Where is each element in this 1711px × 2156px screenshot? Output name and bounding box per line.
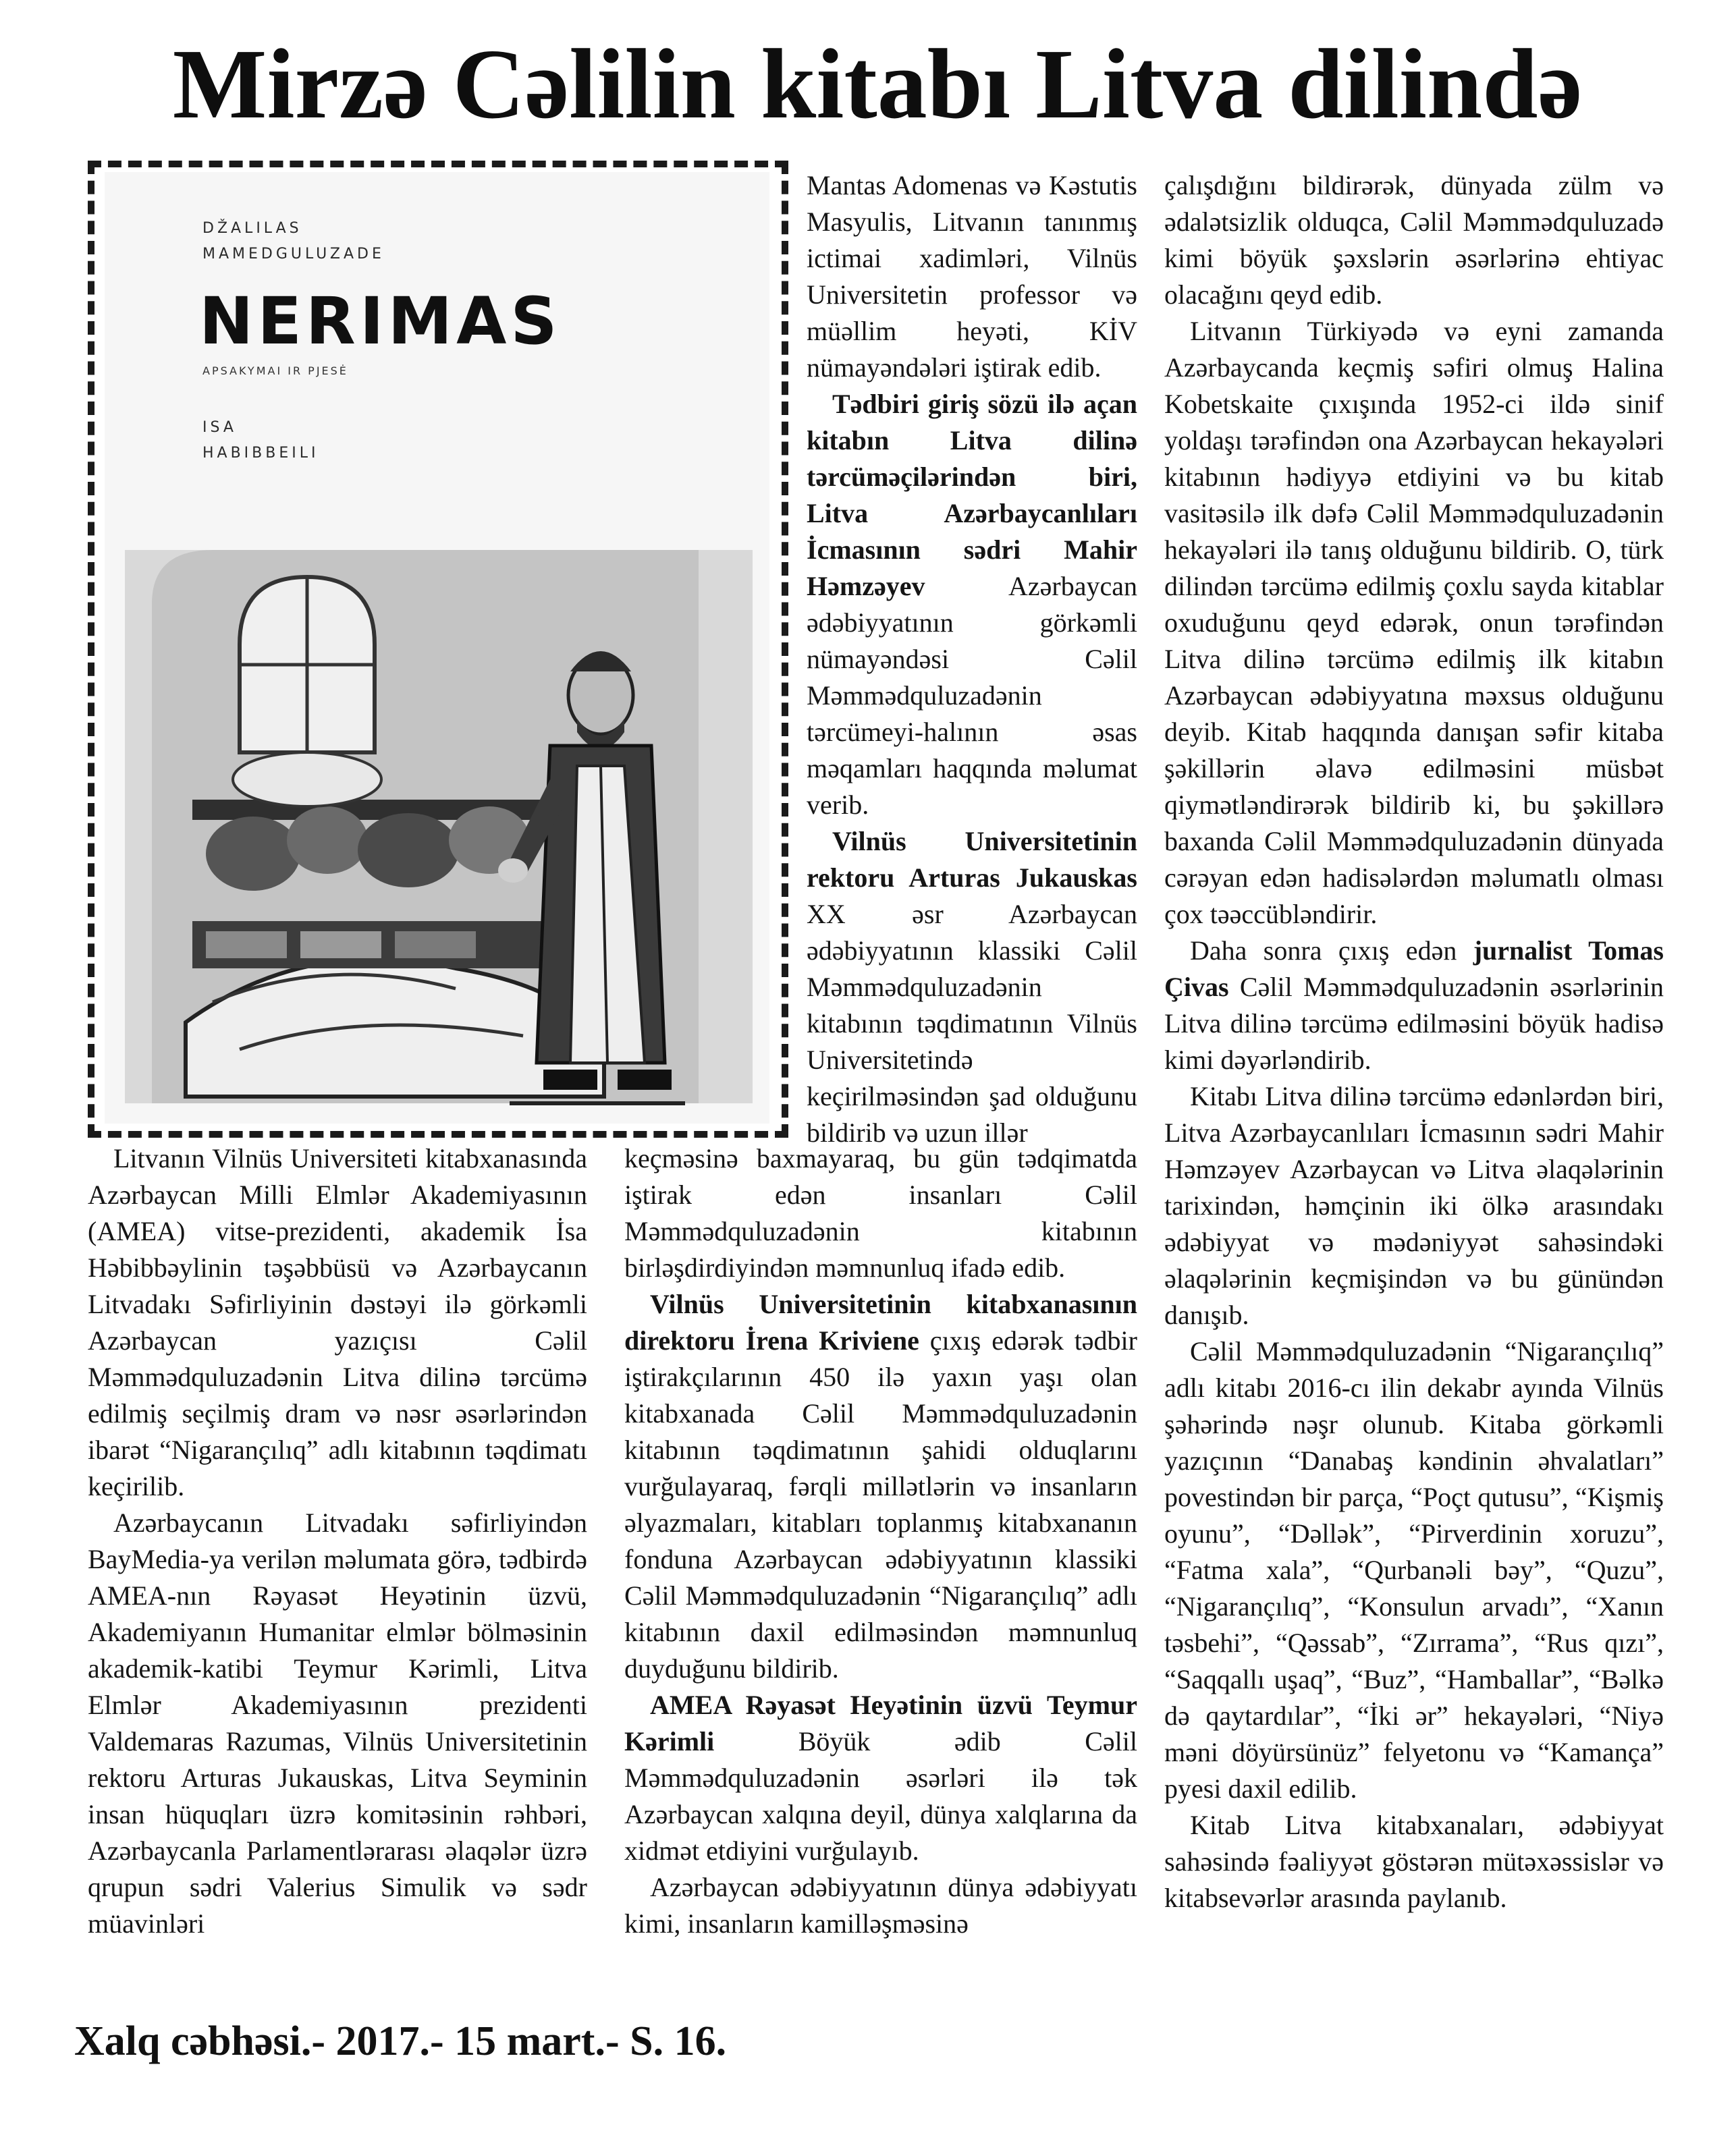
- article-column-middle-top: [807, 167, 1137, 1151]
- paragraph-ambassador: Litvanın Türkiyədə və eyni zamanda Azərbaycanda keçmiş səfiri olmuş Halina Kobetskaite çıxışında 1952-ci ildə sinif yoldaşı tərəfindən ona Azərbaycan hekayələri kitabının hədiyyə etdiyini və bu kitab vasitəsilə ilk dəfə Cəlil Məmmədquluzadənin hekayələri ilə tanış olduğunu bildirib. O, türk dilindən tərcümə edilmiş çoxlu sayda kitablar oxuduğunu qeyd edərək, onun tərəfindən Litva dilinə tərcümə edilmiş ilk kitabın Azərbaycan ədəbiyyatına məxsus olduğunu deyib. Kitab haqqında danışan səfir kitaba şəkillərin əlavə edilməsini müsbət qiymətləndirərək bildirib ki, bu şəkillərə baxanda Cəlil Məmmədquluzadənin dünyada cərəyan edən hadisələrdən məlumatlı olması çox təəccübləndirir.: [1164, 316, 1664, 929]
- article-column-right: [1164, 167, 1664, 1916]
- article-column-middle-bottom: [624, 1140, 1137, 1942]
- paragraph-mahir: Tədbiri giriş sözü ilə açan kitabın Litva dilinə tərcüməçilərindən biri, Litva Azərbaycanlıları İcmasının sədri Mahir Həmzəyev Azərbaycan ədəbiyyatının görkəmli nümayəndəsi Cəlil Məmmədquluzadənin tərcümeyi-halının əsas məqamları haqqında məlumat verib.: [807, 389, 1137, 820]
- headline: Mirzə Cəlilin kitabı Litva dilində: [172, 29, 1583, 140]
- paragraph-intro: Litvanın Vilnüs Universiteti kitabxanasında Azərbaycan Milli Elmlər Akademiyasının (AMEA) vitse-prezidenti, akademik İsa Həbibbəylinin təşəbbüsü və Azərbaycanın Litvadakı Səfirliyinin dəstəyi ilə görkəmli Azərbaycan yazıçısı Cəlil Məmmədquluzadənin Litva dilinə tərcümə edilmiş seçilmiş dram və nəsr əsərlərindən ibarət “Nigarançılıq” adlı kitabının təqdimatı keçirilib.: [88, 1143, 587, 1501]
- speaker-mahir: Tədbiri giriş sözü ilə açan kitabın Litva dilinə tərcüməçilərindən biri, Litva Azərbaycanlıları İcmasının sədri Mahir Həmzəyev: [807, 389, 1137, 601]
- paragraph-rector: Vilnüs Universitetinin rektoru Arturas Jukauskas XX əsr Azərbaycan ədəbiyyatının klassiki Cəlil Məmmədquluzadənin kitabının təqdimatının Vilnüs Universitetində keçirilməsindən şad olduğunu bildirib və uzun illər: [807, 826, 1137, 1148]
- paragraph-distribution: Kitab Litva kitabxanaları, ədəbiyyat sahəsində fəaliyyət göstərən mütəxəssislər və kitabsevərlər arasında paylanıb.: [1164, 1810, 1664, 1913]
- cover-author: DŽALILAS MAMEDGULUZADE: [202, 220, 385, 262]
- speaker-librarian: Vilnüs Universitetinin kitabxanasının direktoru İrena Kriviene: [624, 1289, 1137, 1356]
- paragraph-translator: Kitabı Litva dilinə tərcümə edənlərdən biri, Litva Azərbaycanlıları İcmasının sədri Mahir Həmzəyev Azərbaycan və Litva əlaqələrinin tarixindən, həmçinin iki ölkə arasındakı ədəbiyyat və mədəniyyət sahəsindəki əlaqələrinin keçmişindən və bu günündən danışıb.: [1164, 1081, 1664, 1330]
- article-column-left: [88, 1140, 587, 1942]
- paragraph-book-contents: Cəlil Məmmədquluzadənin “Nigarançılıq” adlı kitabı 2016-cı ilin dekabr ayında Vilnüs şəhərində nəşr olunub. Kitaba görkəmli yazıçının “Danabaş kəndinin əhvalatları” povestindən bir parça, “Poçt qutusu”, “Kişmiş oyunu”, “Dəllək”, “Pirverdinin xoruzu”, “Fatma xala”, “Qurbanəli bəy”, “Quzu”, “Nigarançılıq”, “Konsulun arvadı”, “Xanın təsbehi”, “Qəssab”, “Zırrama”, “Rus qızı”, “Saqqallı uşaq”, “Buz”, “Hamballar”, “Bəlkə də qaytardılar”, “İki ər” hekayələri, “Niyə məni döyürsünüz” felyetonu və “Kamança” pyesi daxil edilib.: [1164, 1336, 1664, 1804]
- paragraph-attendees-cont: Mantas Adomenas və Kəstutis Masyulis, Litvanın tanınmış ictimai xadimləri, Vilnüs Universitetin professor və müəllim heyəti, KİV nümayəndələri iştirak edib.: [807, 170, 1137, 383]
- paragraph-rector-cont: keçməsinə baxmayaraq, bu gün tədqimatda iştirak edən insanları Cəlil Məmmədquluzadənin kitabının birləşdirdiyindən məmnunluq ifadə edib.: [624, 1143, 1137, 1283]
- source-citation: Xalq cəbhəsi.- 2017.- 15 mart.- S. 16.: [74, 2018, 727, 2064]
- paragraph-literature-cont: çalışdığını bildirərək, dünyada zülm və ədalətsizlik olduqca, Cəlil Məmmədquluzadə kimi böyük şəxslərin əsərlərinə ehtiyac olacağını qeyd edib.: [1164, 170, 1664, 310]
- speaker-rector: Vilnüs Universitetinin rektoru Arturas Jukauskas: [807, 826, 1137, 893]
- paragraph-journalist: Daha sonra çıxış edən jurnalist Tomas Çivas Cəlil Məmmədquluzadənin əsərlərinin Litva dilinə tərcümə edilməsini böyük hadisə kimi dəyərləndirib.: [1164, 935, 1664, 1075]
- paragraph-attendees: Azərbaycanın Litvadakı səfirliyindən BayMedia-ya verilən məlumata görə, tədbirdə AMEA-nın Rəyasət Heyətinin üzvü, Akademiyanın Humanitar elmlər bölməsinin akademik-katibi Teymur Kərimli, Litva Elmlər Akademiyasının prezidenti Valdemaras Razumas, Vilnüs Universitetinin rektoru Arturas Jukauskas, Litva Seyminin insan hüquqları üzrə komitəsinin rəhbəri, Azərbaycanla Parlamentlərarası əlaqələr üzrə qrupun sədri Valerius Simulik və sədr müavinləri: [88, 1508, 587, 1939]
- cover-subtitle: APSAKYMAI IR PJESĖ: [202, 364, 348, 377]
- speaker-journalist: jurnalist Tomas Çivas: [1164, 935, 1664, 1002]
- paragraph-literature: Azərbaycan ədəbiyyatının dünya ədəbiyyatı kimi, insanların kamilləşməsinə: [624, 1872, 1137, 1939]
- paragraph-librarian: Vilnüs Universitetinin kitabxanasının direktoru İrena Kriviene çıxış edərək tədbir iştirakçılarının 450 ilə yaxın yaşı olan kitabxanada Cəlil Məmmədquluzadənin kitabının təqdimatının şahidi olduqlarını vurğulayaraq, fərqli millətlərin və insanların əlyazmaları, kitabları toplanmış kitabxananın fonduna Azərbaycan ədəbiyyatının klassiki Cəlil Məmmədquluzadənin “Nigarançılıq” adlı kitabının daxil edilməsindən məmnunluq duyduğunu bildirib.: [624, 1289, 1137, 1684]
- speaker-karimli: AMEA Rəyasət Heyətinin üzvü Teymur Kərimli: [624, 1690, 1137, 1757]
- book-cover-image: [105, 172, 769, 1124]
- cover-translator: ISA HABIBBEILI: [202, 419, 319, 462]
- paragraph-karimli: AMEA Rəyasət Heyətinin üzvü Teymur Kərimli Böyük ədib Cəlil Məmmədquluzadənin əsərləri ilə tək Azərbaycan xalqına deyil, dünya xalqlarına da xidmət etdiyini vurğulayıb.: [624, 1690, 1137, 1866]
- cover-title: NERIMAS: [199, 283, 562, 359]
